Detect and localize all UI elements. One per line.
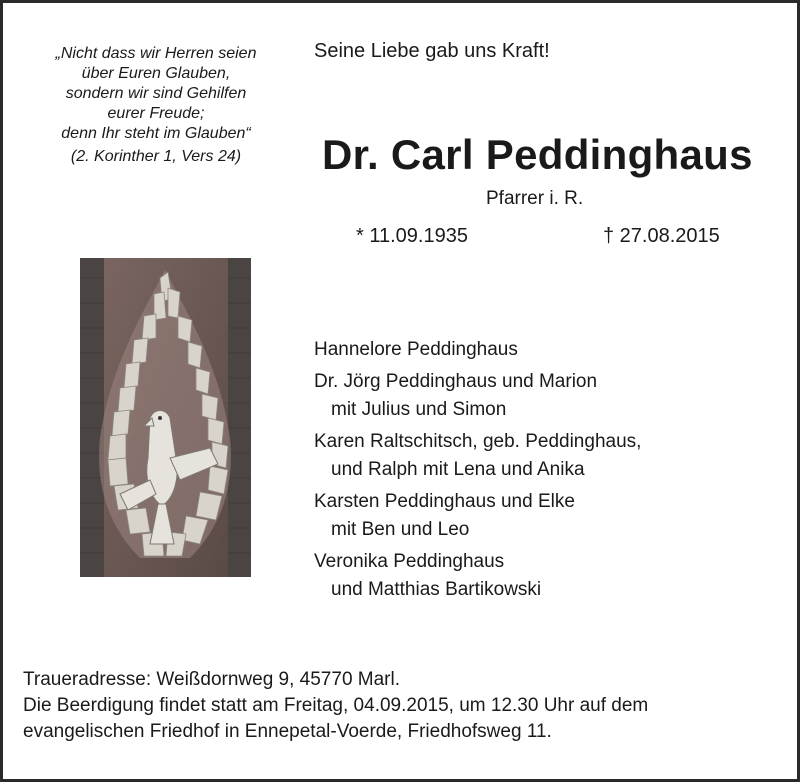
- funeral-info-line: evangelischen Friedhof in Ennepetal-Voerde, Friedhofsweg 11.: [23, 721, 552, 742]
- quote-source: (2. Korinther 1, Vers 24): [70, 148, 242, 165]
- family-list: [314, 336, 641, 608]
- family-member: Veronika Peddinghaus: [314, 551, 505, 572]
- footer-info: [23, 667, 648, 745]
- family-member: Dr. Jörg Peddinghaus und Marion: [314, 371, 598, 392]
- family-member-sub: und Ralph mit Lena und Anika: [331, 459, 585, 480]
- dove-relief-icon: [80, 258, 251, 577]
- quote-line: eurer Freude;: [107, 105, 205, 122]
- family-group: [314, 548, 641, 604]
- quote-line: über Euren Glauben,: [81, 65, 231, 82]
- funeral-info-line: Die Beerdigung findet statt am Freitag, 04.09.2015, um 12.30 Uhr auf dem: [23, 695, 649, 716]
- family-member-sub: und Matthias Bartikowski: [331, 579, 542, 600]
- family-member-sub: mit Julius und Simon: [331, 399, 507, 420]
- family-group: [314, 336, 641, 364]
- birth-date: * 11.09.1935: [356, 225, 468, 247]
- death-date: † 27.08.2015: [603, 225, 720, 247]
- family-member: Karen Raltschitsch, geb. Peddinghaus,: [314, 431, 642, 452]
- mourning-address: Traueradresse: Weißdornweg 9, 45770 Marl.: [23, 669, 401, 690]
- family-group: [314, 428, 641, 484]
- family-group: [314, 488, 641, 544]
- quote-line: „Nicht dass wir Herren seien: [55, 45, 257, 62]
- quote-line: sondern wir sind Gehilfen: [65, 85, 247, 102]
- deceased-title: Pfarrer i. R.: [486, 188, 584, 209]
- bible-quote: [20, 44, 292, 167]
- deceased-name: Dr. Carl Peddinghaus: [322, 131, 753, 178]
- family-member: Hannelore Peddinghaus: [314, 339, 518, 360]
- quote-line: denn Ihr steht im Glauben“: [61, 125, 251, 142]
- family-group: [314, 368, 641, 424]
- family-member: Karsten Peddinghaus und Elke: [314, 491, 575, 512]
- motto: Seine Liebe gab uns Kraft!: [314, 40, 550, 62]
- family-member-sub: mit Ben und Leo: [331, 519, 470, 540]
